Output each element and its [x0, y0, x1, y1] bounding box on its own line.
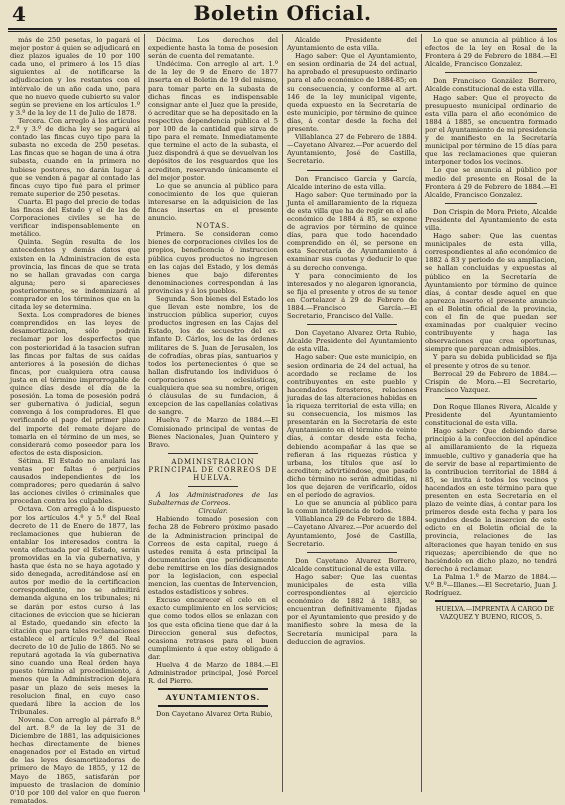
masthead-title: Boletin Oficial. — [193, 1, 372, 25]
ayuntamientos-heading: AYUNTAMIENTOS. — [165, 693, 261, 703]
notice-paragraph: Berrocal 29 de Febrero de 1884.—Crispin de Mora.—El Secretario, Francisco Vazquez. — [425, 369, 557, 394]
printer-footer: HUELVA.—IMPRENTA Á CARGO DE VAZQUEZ Y BUENO, RICOS, 5. — [435, 605, 555, 622]
notice-opening: Don Cayetano Alvarez Orta Rubio, — [156, 710, 273, 719]
notice-paragraph: Don Cayetano Alvarez Orta Rubio, Alcalde Presidente del Ayuntamiento de esta villa. — [287, 329, 417, 354]
notice-paragraph: Villablanca 29 de Febrero de 1884.—Cayetano Alvarez.—Por acuerdo del Ayuntamiento, José de Castilla, Secretario. — [287, 515, 417, 548]
note-paragraph: Primera. Se consideran como bienes de corporaciones civiles los de propios, beneficencia é instruccion pública cuyos productos no ingresen en las cajas del Estado, y los demás bienes que bajo diferentes denominaciones correspondan á las provincias y á los pueblos. — [148, 230, 278, 295]
column-divider — [282, 34, 283, 792]
notice-separator — [307, 170, 397, 171]
page-number: 4 — [12, 2, 26, 26]
paragraph: Quinta. Según resulta de los antecedentes y demás datos que existen en la Administracion de esta provincia, las fincas de que se trata no se hallan gravadas con carga alguna; pero si aparecieses posteriormente, se indemnizará al comprador en los términos que en la citada ley se determina. — [10, 238, 140, 312]
note-paragraph: Segunda. Son bienes del Estado los que llevan este nombre, los de instruccion pública superior, cuyos productos ingresen en las Cajas del Estado, los de secuestro del ex-infante D. Cárlos, los de las órdenes militares de S. Juan de Jerusalen, los de cofradías, obras pías, santuarios y todos los pertenecientes ó que se hallan disfrutando los individuos ó corporaciones eclesiásticas, cualquiera que sea su nombre, origen ó cláusulas de su fundacion, á excepcion de las capellanías colativas de sangre. — [148, 295, 278, 417]
admin-title: ADMINISTRACION — [171, 457, 255, 466]
notes-heading: NOTAS. — [196, 222, 230, 231]
paragraph: Cuarta. El pago del precio de todas las fincas del Estado y el de las de Corporaciones civiles se ha de verificar indispensablemente en metálico. — [10, 197, 140, 239]
footer-rule — [435, 600, 547, 602]
notice-paragraph: Villablanca 27 de Febrero de 1884.—Cayetano Alvarez.—Por acuerdo del Ayuntamiento, José de Castilla, Secretario. — [287, 133, 417, 166]
notice-separator — [307, 552, 397, 553]
date-signature: Huelva 7 de Marzo de 1884.—El Comisionado principal de ventas de Bienes Nacionales, Juan Quintero y Bravo. — [148, 416, 278, 449]
notice-paragraph: Hago saber: Que terminado por la Junta el amillaramiento de la riqueza de esta villa que ha de regir en el año económico de 1884 á 85, se expone de agravios por término de quince días, para que todo hacendado comprendido en él, se persone en esta Secretaría de Ayuntamiento á examinar sus cuotas y deducir lo que á su derecho convenga. — [287, 190, 417, 272]
notice-paragraph: Lo que se anuncia al público por medio del presente en Rosal de la Frontera á 29 de Febrero de 1884.—El Alcalde, Francisco Gonzalez. — [425, 166, 557, 199]
circular-paragraph: Habiendo tomado posesion con fecha 28 de Febrero próximo pasado de la Administracion principal de Correos de esta capital, ruego á ustedes remita á esta principal la documentacion que periódicamente debe remitirse en los días designados por la legislacion, con especial mencion, las cuentas de Intervencion, estados estadísticos y sobres. — [148, 515, 278, 597]
notice-separator — [307, 324, 397, 325]
notice-paragraph: Hago saber: Que las cuentas municipales de esta villa correspondientes al ejercicio económico de 1882 á 1883, se encuentran definitivamente fijadas por el Ayuntamiento que presido y de manifiesto sobre la mesa de la Secretaría municipal para la deduccion de agravios. — [287, 572, 417, 646]
circular-paragraph: Excuso encarecer el celo en el exacto cumplimiento en los servicios; que como todos ellos se enlazan con los que esta oficina tiene que dar á la Direccion general sus defectos, ocasiona retrasos para el buen cumplimiento á que estoy obligado á dar. — [148, 596, 278, 661]
admin-subtitle: PRINCIPAL DE CORREOS DE HUELVA. — [148, 465, 278, 482]
column-divider — [421, 34, 422, 792]
notice-separator — [445, 72, 537, 73]
notice-paragraph: Y para conocimiento de los interesados y no alegaren ignorancia, se fija el presente y otros de su tenor en Cortelazor á 29 de Febrero de 1884.—Francisco García.—El Secretario, Francisco del Valle. — [287, 271, 417, 321]
notice-paragraph: Lo que se anuncia al público para la comun inteligencia de todos. — [287, 499, 417, 516]
notice-paragraph: Don Francisco González Borrero, Alcalde constitucional de esta villa. — [425, 77, 557, 94]
column-3 — [287, 36, 417, 792]
admin-addressee: Á los Administradores de las Subalternas de Correos. — [148, 491, 278, 508]
notice-paragraph: Don Francisco García y García, Alcalde interino de esta villa. — [287, 174, 417, 191]
paragraph: Octava. Con arreglo á lo dispuesto por los artículos 4.º y 5.º del Real decreto de 11 de Enero de 1877, las reclamaciones que hubieran de entablar los interesados contra la venta efectuada por el Estado, serán promovidas en la vía gubernativa, y hasta que ésta no se haya agotado y sido denegada, acreditándose así en autos por medio de la certificacion correspondiente, no se admitirá demanda alguna en los tribunales; ni se darán por estos curso á las citaciones de eviccion que se hicieran al Estado, quedando sin efecto la citación que para tales reclamaciones establece el artículo 9.º del Real decreto de 10 de Julio de 1865. No se reputará agotada la vía gubernativa sino cuando una Real órden haya puesto término al procedimiento, á menos que la Administracion dejara pasar un plazo de seis meses la resolucion final, en cuyo caso quedará libre la accion de los Tribunales. — [10, 505, 140, 716]
circular-paragraph: Huelva 4 de Marzo de 1884.—El Administrador principal, José Porcel R. del Pierro. — [148, 661, 278, 686]
notice-paragraph: Don Roque Illanes Rivera, Alcalde y Presidente del Ayuntamiento constitucional de esta villa. — [425, 402, 557, 428]
notice-paragraph: Hago saber: Que el Ayuntamiento, en sesion ordinaria de 24 del actual, ha aprobado el presupuesto ordinario para el año económico de 1884-85; en su consecuencia, y conforme al art. 146 de la ley municipal vigente, queda expuesto en la Secretaría de este municipio, por término de quince días, á contar desde la fecha del presente. — [287, 52, 417, 134]
column-2 — [148, 36, 278, 792]
notice-separator — [445, 398, 537, 399]
notice-paragraph: Lo que se anuncia al público á los efectos de la ley en Rosal de la Frontera á 29 de Febrero de 1884.—El Alcalde, Francisco Gonzalez. — [425, 36, 557, 69]
section-rule — [158, 705, 268, 707]
paragraph: Novena. Con arreglo al párrafo 8.º del art. 8.º de la ley de 31 de Diciembre de 1881, las adquisiciones hechas directamente de bienes enagenados por el Estado en virtud de las leyes desamortizadoras de primero de Mayo de 1855, y 12 de Mayo de 1865, satisfarán por impuesto de traslacion de dominio 0'10 por 100 del valor en que fueron rematados. — [10, 715, 140, 805]
paragraph: Undécima. Con arreglo al art. 1.º de la ley de 9 de Enero de 1877 inserta en el Boletin de 19 del mismo, para tomar parte en la subasta de dichas fincas es indispensable consignar ante el Juez que la preside, ó acreditar que se ha depositado en la respectiva dependencia pública el 5 por 100 de la cantidad que sirva de tipo para el remate. Inmediatamente que termine el acto de la subasta, el Juez dispondrá á que se devuelvan los depósitos de los resguardos que los acrediten, reservando únicamente el del mejor postor. — [148, 60, 278, 182]
section-separator — [168, 453, 258, 454]
section-separator — [188, 486, 238, 487]
paragraph: Décima. Los derechos del expediente hasta la toma de posesion serán de cuenta del rematante. — [148, 36, 278, 61]
header-rule-thin — [8, 31, 557, 32]
column-1 — [10, 36, 140, 805]
paragraph: Tercera. Con arreglo á los artículos 2.º y 3.º de dicha ley se pagará al contado las fincas cuyo tipo para la subasta no exceda de 250 pesetas. Las fincas que se hagan de una á otra subasta, cuando en la primera no hubiese postores, no darán lugar á que se venden á pagar al contado las fincas cuyo tipo fué para el primer remate superior de 250 pesetas. — [10, 116, 140, 198]
notice-paragraph: Don Cayetano Alvarez Borrero, Alcalde constitucional de esta villa. — [287, 556, 417, 573]
notice-paragraph: La Palma 1.º de Marzo de 1884.—V.º B.º—Illanes.—El Secretario, Juan J. Rodríguez. — [425, 572, 557, 598]
circular-title: Circular. — [198, 507, 228, 516]
paragraph: Sexta. Los compradores de bienes comprendidos en las leyes de desamortizacion, sólo podrán reclamar por los desperfectos que con posterioridad á la tasacion sufran las fincas por faltas de sus caídas anteriores á la posesión de dichas fincas, por cualquiera otra causa justa en el término improrrogable de quince días desde el día de la posesión. La toma de posesión podrá ser gubernativa ó judicial, segun convenga á los compradores. El que verificando el pago del primer plazo del importe del remate dejare de tomarla en el término de un mes, se considerará como poseedor para los efectos de esta disposicion. — [10, 311, 140, 457]
notice-paragraph: Don Crispin de Mora Prieto, Alcalde Presidente del Ayuntamiento de esta villa. — [425, 207, 557, 232]
header-rule — [8, 28, 557, 30]
notice-paragraph: Hago saber: Que las cuentas municipales de esta villa, correspondientes al año económico de 1882 á 83 y periodo de su ampliacion, se hallan concluidas y expuestas al público en la Secretaría de Ayuntamiento por término de quince días, á contar desde aquel en que aparezca inserto el presente anuncio en el Boletin oficial de la provincia, con el fin de que puedan ser examinadas por cualquier vecino contribuyente y haga las observaciones que crea oportunas, siempre que parezcan admisibles. — [425, 232, 557, 354]
notice-separator — [445, 203, 537, 204]
notice-paragraph: Hago saber: Que debiendo darse principio á la confeccion del apéndice al amillaramiento de la riqueza inmueble, cultivo y ganadería que ha de servir de base al repartimiento de la contribucion territorial de 1884 á 85, se invita á todos los vecinos y hacendados en este término para que presenten en esta Secretaría en el plazo de veinte días, á contar para los primeros desde esta fecha y para los segundos desde la insercion de este edicto en el Boletin oficial de la provincia, relaciones de las alteraciones que hayan tenido en sus riquezas; apercibiendo de que no haciéndolo en dicho plazo, no tendrá derecho á reclamar. — [425, 427, 557, 573]
notice-paragraph: Hago saber: Que este municipio, en sesion ordinaria de 24 del actual, ha acordado se reclame de los contribuyentes en este pueblo y hacendados forasteros, relaciones juradas de las alteraciones habidas en la riqueza territorial de esta villa; en su consecuencia, los mismos las presentarán en la Secretaría de este Ayuntamiento en el término de veinte días, á contar desde esta fecha, debiendo acompañar á las que se refieran á las riquezas rústica y urbana, los títulos que así lo acrediten; advirtiéndose, que pasado dicho término no serán admitidas, ni los que dejaren de verificarlo, oídos en el período de agravios. — [287, 353, 417, 500]
paragraph: Lo que se anuncia al público para conocimiento de los que quieran interesarse en la adquisicion de las fincas insertas en el presente anuncio. — [148, 181, 278, 223]
column-divider — [144, 34, 145, 792]
paragraph: más de 250 pesetas, lo pagará el mejor postor á quien se adjudicará en diez plazos iguales de 10 por 100 cada uno, el primero á los 15 días siguientes al de notificarse la adjudicacion y los restantes con el intérvalo de un año cada uno, para que no nuevo quede cubierto su valor según se previene en los artículos 1.º y 3.º de la ley de 11 de Julio de 1878. — [10, 36, 140, 117]
notice-paragraph: Y para su debida publicidad se fija el presente y otros de su tenor. — [425, 353, 557, 370]
paragraph: Sétima. El Estado no anulará las ventas por faltas ó perjuicios causados independientes de los compradores; pero quedarán á salvo las acciones civiles ó criminales que procedan contra los culpables. — [10, 456, 140, 506]
notice-paragraph: Hago saber: Que el proyecto de presupuesto municipal ordinario de esta villa para el año económico de 1884 á 1885, se encuentra formado por el Ayuntamiento de mi presidencia y de manifiesto en la Secretaría municipal por término de 15 días para que las reclamaciones que quieran interponer todos los vecinos. — [425, 93, 557, 167]
section-rule — [158, 688, 268, 690]
column-4 — [425, 36, 557, 792]
notice-paragraph: Alcalde Presidente del Ayuntamiento de esta villa. — [287, 36, 417, 53]
